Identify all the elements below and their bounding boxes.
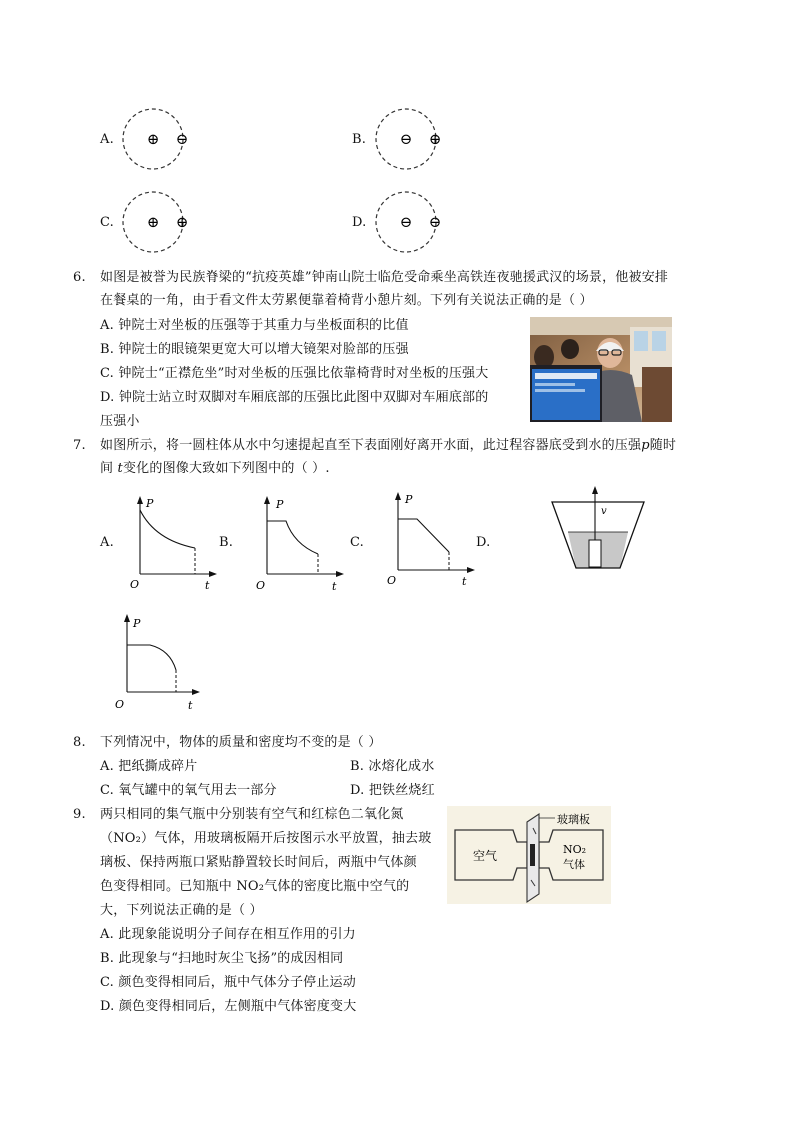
q7-stem-line1-wrap bbox=[100, 437, 676, 455]
q5-option-c-diagram bbox=[118, 191, 198, 253]
axis-t: t bbox=[205, 579, 210, 592]
left-gas-label: 空气 bbox=[473, 849, 498, 863]
q7-graph-a bbox=[125, 494, 220, 592]
axis-t: t bbox=[188, 699, 193, 710]
q6-option-c: C. 钟院士“正襟危坐”时对坐板的压强比依靠椅背时对坐板的压强大 bbox=[100, 366, 489, 381]
q6-option-d-cont: 压强小 bbox=[100, 414, 140, 429]
q9-stem-line2: （NO₂）气体，用玻璃板隔开后按图示水平放置，抽去玻 bbox=[100, 831, 432, 846]
q7-stem-line1: 如图所示，将一圆柱体从水中匀速提起直至下表面刚好离开水面，此过程容器底受到水的压强 bbox=[100, 438, 642, 453]
axis-p: P bbox=[133, 617, 141, 630]
q6-number: 6. bbox=[73, 270, 86, 285]
q9-gas-bottles-figure bbox=[447, 806, 611, 904]
q9-stem-line3: 璃板、保持两瓶口紧贴静置较长时间后，两瓶中气体颜 bbox=[100, 855, 417, 870]
q8-option-c: C. 氧气罐中的氧气用去一部分 bbox=[100, 783, 277, 798]
q7-stem-p: p bbox=[641, 438, 650, 453]
q8-option-d: D. 把铁丝烧红 bbox=[350, 783, 435, 798]
q6-option-b: B. 钟院士的眼镜架更宽大可以增大镜架对脸部的压强 bbox=[100, 342, 409, 357]
q9-option-c: C. 颜色变得相同后，瓶中气体分子停止运动 bbox=[100, 975, 356, 990]
q7-number: 7. bbox=[73, 438, 86, 453]
q9-stem-line4: 色变得相同。已知瓶中 NO₂气体的密度比瓶中空气的 bbox=[100, 879, 410, 894]
q7-stem-line2-b: 变化的图像大致如下列图中的（ ）. bbox=[122, 461, 330, 476]
q7-container-figure bbox=[548, 486, 648, 572]
q7-stem-t: t bbox=[117, 461, 123, 476]
train-scene-photo bbox=[530, 317, 672, 422]
q9-option-d: D. 颜色变得相同后，左侧瓶中气体密度变大 bbox=[100, 999, 357, 1014]
axis-p: P bbox=[146, 497, 154, 510]
q9-stem-line5: 大，下列说法正确的是（ ） bbox=[100, 903, 263, 918]
q8-stem: 下列情况中，物体的质量和密度均不变的是（ ） bbox=[100, 735, 382, 750]
axis-o: O bbox=[115, 698, 125, 710]
q5-option-a-diagram bbox=[118, 108, 198, 170]
axis-o: O bbox=[130, 578, 140, 591]
q5-option-b-letter: B. bbox=[352, 132, 367, 147]
q7-stem-line2-wrap bbox=[100, 460, 330, 478]
q7-graph-d bbox=[112, 612, 207, 710]
q5-option-c-letter: C. bbox=[100, 215, 115, 230]
q7-option-a-letter: A. bbox=[100, 535, 114, 550]
velocity-label: v bbox=[601, 506, 607, 517]
q6-stem-line1: 如图是被誉为民族脊梁的“抗疫英雄”钟南山院士临危受命乘坐高铁连夜驰援武汉的场景，他被安排 bbox=[100, 270, 669, 285]
orbit-sign: ⊖ bbox=[428, 213, 442, 231]
q7-option-b-letter: B. bbox=[219, 535, 234, 550]
axis-o: O bbox=[387, 574, 397, 587]
axis-p: P bbox=[405, 493, 413, 506]
axis-p: P bbox=[276, 498, 284, 511]
axis-t: t bbox=[332, 580, 337, 592]
right-gas-label-2: 气体 bbox=[563, 858, 585, 871]
orbit-sign: ⊕ bbox=[175, 213, 189, 231]
q8-option-a: A. 把纸撕成碎片 bbox=[100, 759, 198, 774]
center-sign: ⊖ bbox=[399, 213, 413, 231]
orbit-sign: ⊕ bbox=[428, 130, 442, 148]
q9-option-b: B. 此现象与“扫地时灰尘飞扬”的成因相同 bbox=[100, 951, 344, 966]
q7-option-d-letter: D. bbox=[476, 535, 491, 550]
q9-number: 9. bbox=[73, 807, 86, 822]
center-sign: ⊖ bbox=[399, 130, 413, 148]
q5-option-b-diagram bbox=[371, 108, 451, 170]
orbit-sign: ⊖ bbox=[175, 130, 189, 148]
q8-option-b: B. 冰熔化成水 bbox=[350, 759, 435, 774]
q7-graph-c bbox=[383, 490, 478, 588]
plate-label: 玻璃板 bbox=[557, 813, 590, 826]
q6-option-d: D. 钟院士站立时双脚对车厢底部的压强比此图中双脚对车厢底部的 bbox=[100, 390, 489, 405]
axis-o: O bbox=[256, 579, 266, 592]
q7-stem-line2-a: 间 bbox=[100, 461, 114, 476]
q5-option-d-letter: D. bbox=[352, 215, 367, 230]
center-sign: ⊕ bbox=[146, 213, 160, 231]
q6-stem-line2: 在餐桌的一角，由于看文件太劳累便靠着椅背小憩片刻。下列有关说法正确的是（ ） bbox=[100, 293, 593, 308]
q9-stem-line1: 两只相同的集气瓶中分别装有空气和红棕色二氧化氮 bbox=[100, 807, 404, 822]
center-sign: ⊕ bbox=[146, 130, 160, 148]
q8-number: 8. bbox=[73, 735, 86, 750]
right-gas-label-1: NO₂ bbox=[563, 843, 587, 856]
q6-option-a: A. 钟院士对坐板的压强等于其重力与坐板面积的比值 bbox=[100, 318, 409, 333]
q7-option-c-letter: C. bbox=[350, 535, 365, 550]
q7-graph-b bbox=[252, 494, 347, 592]
q7-stem-after: 随时 bbox=[649, 438, 677, 453]
axis-t: t bbox=[462, 575, 467, 588]
q9-option-a: A. 此现象能说明分子间存在相互作用的引力 bbox=[100, 927, 356, 942]
q5-option-a-letter: A. bbox=[100, 132, 114, 147]
q5-option-d-diagram bbox=[371, 191, 451, 253]
